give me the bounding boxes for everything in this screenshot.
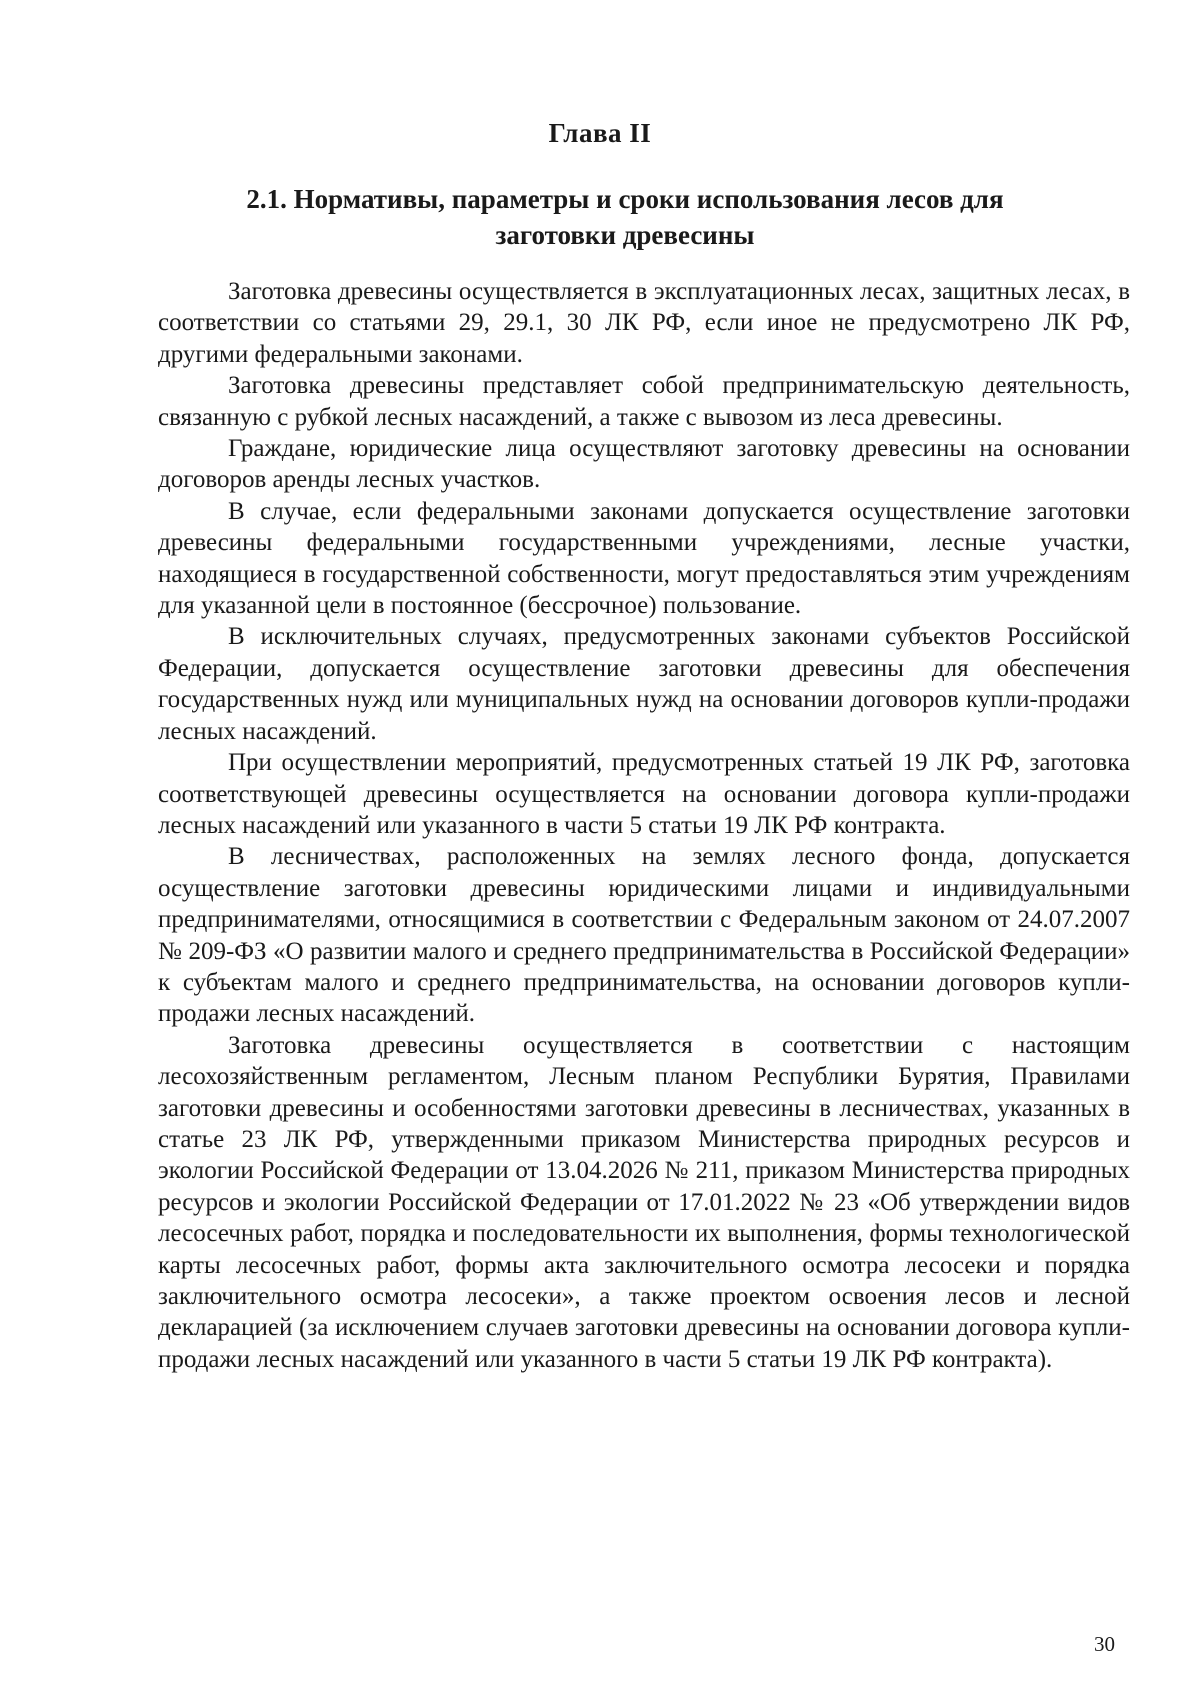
paragraph: Заготовка древесины осуществляется в эксплуатационных лесах, защитных лесах, в соответствии со статьями 29, 29.1, 30 ЛК РФ, если иное не предусмотрено ЛК РФ, другими федеральными законами.	[158, 278, 1130, 368]
paragraph: В лесничествах, расположенных на землях лесного фонда, допускается осуществление заготовки древесины юридическими лицами и индивидуальными предпринимателями, относящимися в соответствии с Федеральным законом от 24.07.2007 № 209-ФЗ «О развитии малого и среднего предпринимательства в Российской Федерации» к субъектам малого и среднего предпринимательства, на основании договоров купли-продажи лесных насаждений.	[158, 843, 1130, 1028]
paragraph: Заготовка древесины осуществляется в соответствии с настоящим лесохозяйственным регламентом, Лесным планом Республики Бурятия, Правилами заготовки древесины и особенностями заготовки древесины в лесничествах, указанных в статье 23 ЛК РФ, утвержденными приказом Министерства природных ресурсов и экологии Российской Федерации от 13.04.2026 № 211, приказом Министерства природных ресурсов и экологии Российской Федерации от 17.01.2022 № 23 «Об утверждении видов лесосечных работ, порядка и последовательности их выполнения, формы технологической карты лесосечных работ, формы акта заключительного осмотра лесосеки и порядка заключительного осмотра лесосеки», а также проектом освоения лесов и лесной декларацией (за исключением случаев заготовки древесины на основании договора купли-продажи лесных насаждений или указанного в части 5 статьи 19 ЛК РФ контракта).	[158, 1031, 1130, 1373]
paragraph: Заготовка древесины представляет собой предпринимательскую деятельность, связанную с рубкой лесных насаждений, а также с вывозом из леса древесины.	[158, 372, 1130, 431]
paragraph: Граждане, юридические лица осуществляют заготовку древесины на основании договоров аренды лесных участков.	[158, 435, 1130, 494]
paragraph: В исключительных случаях, предусмотренных законами субъектов Российской Федерации, допускается осуществление заготовки древесины для обеспечения государственных нужд или муниципальных нужд на основании договоров купли-продажи лесных насаждений.	[158, 623, 1130, 745]
paragraph: При осуществлении мероприятий, предусмотренных статьей 19 ЛК РФ, заготовка соответствующей древесины осуществляется на основании договора купли-продажи лесных насаждений или указанного в части 5 статьи 19 ЛК РФ контракта.	[158, 749, 1130, 839]
page-number: 30	[1094, 1632, 1115, 1656]
chapter-title: Глава II	[548, 118, 652, 148]
document-body	[158, 276, 1130, 1375]
section-title: 2.1. Нормативы, параметры и сроки использования лесов для заготовки древесины	[246, 184, 1004, 250]
paragraph: В случае, если федеральными законами допускается осуществление заготовки древесины федеральными государственными учреждениями, лесные участки, находящиеся в государственной собственности, могут предоставляться этим учреждениям для указанной цели в постоянное (бессрочное) пользование.	[158, 497, 1130, 620]
